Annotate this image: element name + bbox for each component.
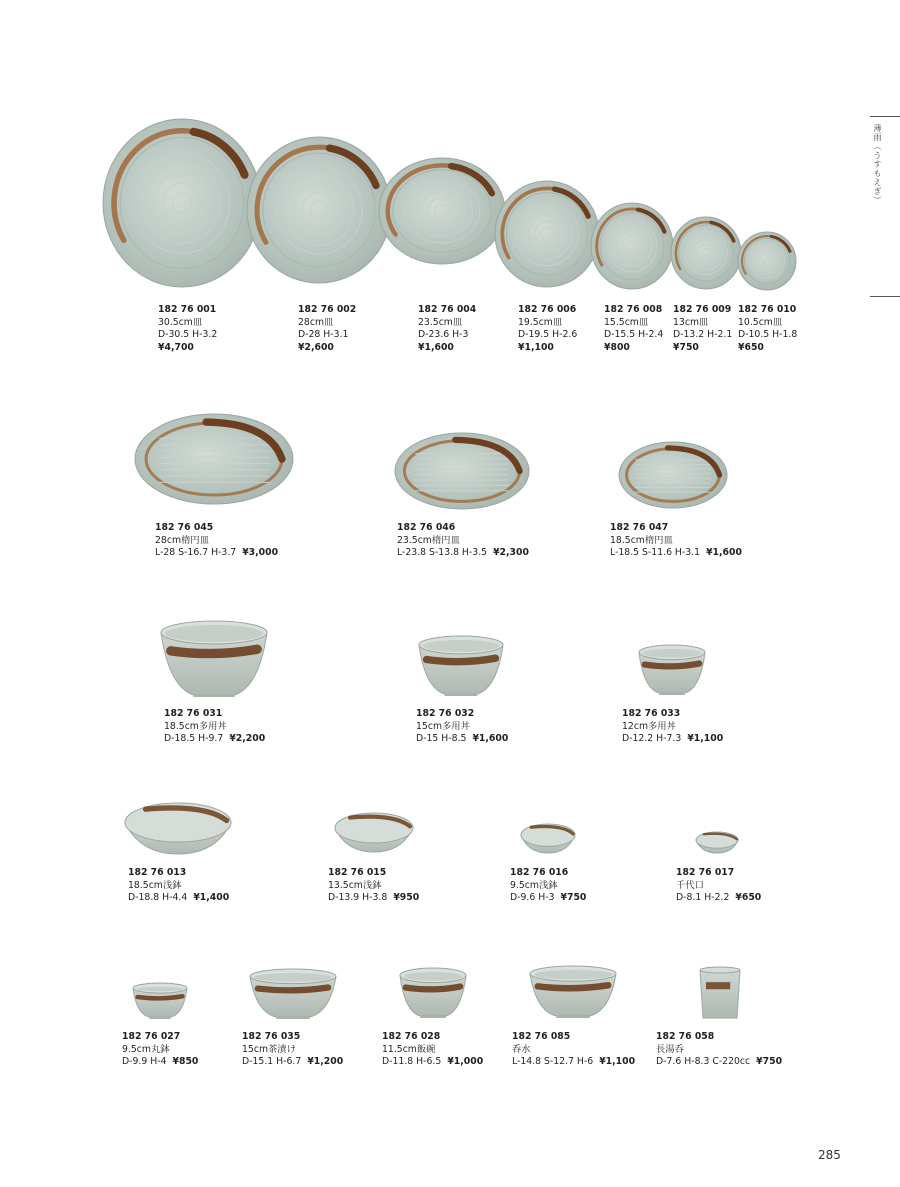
product-name: 12cm多用丼 [622, 720, 676, 732]
plate-photo [494, 180, 600, 292]
product-price: ¥3,000 [242, 547, 279, 558]
product-code: 182 76 016 [510, 867, 569, 878]
product-size: D-15.5 H-2.4 [604, 329, 664, 340]
product-code: 182 76 046 [397, 522, 456, 533]
product-info [676, 867, 761, 905]
product-code: 182 76 009 [673, 304, 732, 315]
product-size: D-23.6 H-3 [418, 329, 469, 340]
product-price: ¥650 [735, 892, 762, 903]
product-name: 28cm楕円皿 [155, 534, 209, 546]
product-info [510, 867, 586, 905]
product-price: ¥1,100 [599, 1056, 636, 1067]
product-code: 182 76 032 [416, 708, 475, 719]
product-name: 9.5cm丸鉢 [122, 1043, 170, 1055]
product-size: D-10.5 H-1.8 [738, 329, 798, 340]
product-name: 10.5cm皿 [738, 316, 783, 328]
sidebar-title: 薄雨（うすもえぎ） [873, 124, 882, 205]
product-price: ¥1,200 [307, 1056, 344, 1067]
product-price: ¥650 [738, 341, 764, 353]
product-price: ¥1,100 [687, 733, 724, 744]
product-price: ¥1,100 [518, 341, 554, 353]
product-info [155, 522, 278, 560]
product-code: 182 76 002 [298, 304, 357, 315]
product-name: 18.5cm浅鉢 [128, 879, 182, 891]
product-size: D-18.5 H-9.7 [164, 733, 224, 744]
shallow-bowl-photo [334, 812, 414, 858]
product-name: 28cm皿 [298, 316, 334, 328]
product-code: 182 76 013 [128, 867, 187, 878]
plate-photo [378, 157, 506, 269]
product-name: 19.5cm皿 [518, 316, 563, 328]
oval-plate-photo [394, 432, 530, 514]
bowl-photo [249, 968, 337, 1024]
teacup-photo [698, 966, 742, 1024]
product-price: ¥2,300 [493, 547, 529, 558]
shallow-bowl-photo [520, 823, 576, 859]
product-info [418, 304, 476, 354]
plate-photo [670, 216, 742, 294]
product-info [158, 304, 217, 354]
product-size: D-18.8 H-4.4 [128, 892, 188, 903]
product-price: ¥750 [673, 341, 699, 353]
product-info [622, 708, 723, 746]
product-size: D-15.1 H-6.7 [242, 1056, 302, 1067]
product-code: 182 76 028 [382, 1031, 441, 1042]
product-price: ¥800 [604, 341, 630, 353]
product-info [382, 1031, 483, 1069]
product-size: L-14.8 S-12.7 H-6 [512, 1056, 594, 1067]
product-name: 15cm多用丼 [416, 720, 470, 732]
product-info [656, 1031, 782, 1069]
product-name: 18.5cm多用丼 [164, 720, 227, 732]
product-size: D-11.8 H-6.5 [382, 1056, 442, 1067]
product-name: 15cm茶漬け [242, 1043, 296, 1055]
product-price: ¥1,600 [706, 547, 742, 558]
shallow-bowl-photo [695, 831, 739, 859]
product-name: 23.5cm楕円皿 [397, 534, 460, 546]
product-price: ¥1,400 [193, 892, 230, 903]
product-info [397, 522, 529, 560]
product-price: ¥4,700 [158, 341, 194, 353]
product-code: 182 76 006 [518, 304, 577, 315]
product-size: L-23.8 S-13.8 H-3.5 [397, 547, 488, 558]
product-size: D-12.2 H-7.3 [622, 733, 682, 744]
product-size: D-9.6 H-3 [510, 892, 555, 903]
product-code: 182 76 047 [610, 522, 669, 533]
donburi-photo [638, 644, 706, 700]
product-info [298, 304, 356, 354]
product-name: 11.5cm飯碗 [382, 1043, 436, 1055]
product-size: D-13.2 H-2.1 [673, 329, 733, 340]
donburi-photo [418, 635, 504, 701]
product-price: ¥1,600 [472, 733, 509, 744]
product-name: 13.5cm浅鉢 [328, 879, 382, 891]
product-price: ¥2,600 [298, 341, 334, 353]
product-name: 23.5cm皿 [418, 316, 463, 328]
product-price: ¥750 [560, 892, 587, 903]
product-code: 182 76 008 [604, 304, 663, 315]
product-size: D-28 H-3.1 [298, 329, 349, 340]
product-name: 千代口 [676, 879, 704, 891]
product-name: 呑水 [512, 1043, 531, 1055]
product-size: D-13.9 H-3.8 [328, 892, 388, 903]
product-code: 182 76 031 [164, 708, 223, 719]
product-code: 182 76 033 [622, 708, 681, 719]
product-info [242, 1031, 343, 1069]
sidebar-rule-top [870, 116, 900, 117]
plate-photo [102, 118, 262, 292]
product-name: 30.5cm皿 [158, 316, 203, 328]
bowl-photo [399, 967, 467, 1023]
product-size: L-18.5 S-11.6 H-3.1 [610, 547, 701, 558]
product-name: 長湯呑 [656, 1043, 684, 1055]
product-info [328, 867, 419, 905]
product-size: D-19.5 H-2.6 [518, 329, 578, 340]
product-price: ¥850 [172, 1056, 199, 1067]
product-code: 182 76 035 [242, 1031, 301, 1042]
product-price: ¥1,000 [447, 1056, 484, 1067]
product-code: 182 76 010 [738, 304, 797, 315]
product-code: 182 76 027 [122, 1031, 181, 1042]
product-size: D-9.9 H-4 [122, 1056, 167, 1067]
product-price: ¥1,600 [418, 341, 454, 353]
bowl-photo [132, 982, 188, 1024]
product-code: 182 76 045 [155, 522, 214, 533]
product-size: L-28 S-16.7 H-3.7 [155, 547, 237, 558]
product-code: 182 76 001 [158, 304, 217, 315]
plate-photo [590, 202, 674, 294]
plate-photo [246, 136, 392, 288]
product-info [128, 867, 229, 905]
product-info [164, 708, 265, 746]
product-code: 182 76 058 [656, 1031, 715, 1042]
product-size: D-7.6 H-8.3 C-220cc [656, 1056, 751, 1067]
sidebar-rule-bottom [870, 296, 900, 297]
product-code: 182 76 004 [418, 304, 477, 315]
product-price: ¥2,200 [229, 733, 266, 744]
product-name: 18.5cm楕円皿 [610, 534, 673, 546]
product-code: 182 76 015 [328, 867, 387, 878]
product-size: D-15 H-8.5 [416, 733, 467, 744]
shallow-bowl-photo [124, 802, 232, 860]
product-info [122, 1031, 198, 1069]
product-name: 9.5cm浅鉢 [510, 879, 558, 891]
product-info [738, 304, 797, 354]
product-info [610, 522, 742, 560]
page-number: 285 [818, 1148, 841, 1162]
oval-plate-photo [618, 441, 728, 513]
product-price: ¥950 [393, 892, 420, 903]
product-info [518, 304, 577, 354]
product-size: D-30.5 H-3.2 [158, 329, 218, 340]
product-size: D-8.1 H-2.2 [676, 892, 730, 903]
product-info [416, 708, 508, 746]
oval-plate-photo [134, 413, 294, 509]
plate-photo [737, 231, 797, 295]
product-info [604, 304, 663, 354]
product-code: 182 76 017 [676, 867, 735, 878]
product-name: 15.5cm皿 [604, 316, 649, 328]
product-info [512, 1031, 635, 1069]
product-price: ¥750 [756, 1056, 783, 1067]
product-info [673, 304, 732, 354]
bowl-photo [529, 965, 617, 1023]
product-code: 182 76 085 [512, 1031, 571, 1042]
product-name: 13cm皿 [673, 316, 709, 328]
donburi-photo [160, 620, 268, 702]
